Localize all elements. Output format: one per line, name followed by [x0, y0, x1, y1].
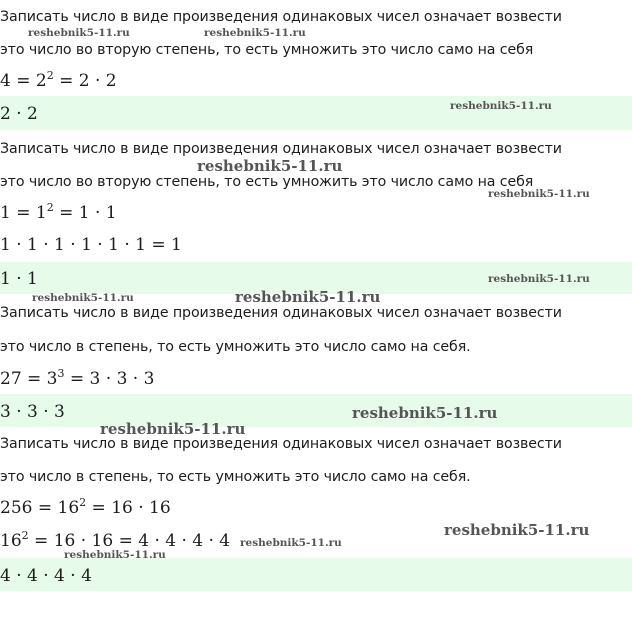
explanation-line: это число во вторую степень, то есть умножить это число само на себя: [0, 42, 534, 58]
explanation-line: Записать число в виде произведения одинаковых чисел означает возвести: [0, 305, 562, 321]
math-equation: $27 = 3^3 = 3 \cdot 3 \cdot 3$: [0, 367, 155, 389]
answer-box: [0, 394, 632, 427]
answer-value: 1 · 1: [0, 269, 38, 289]
explanation-line: это число во вторую степень, то есть умножить это число само на себя: [0, 174, 534, 190]
math-equation: $16^2 = 16 \cdot 16 = 4 \cdot 4 \cdot 4 \cdot 4$: [0, 529, 231, 551]
explanation-line: Записать число в виде произведения одинаковых чисел означает возвести: [0, 436, 562, 452]
explanation-line: это число в степень, то есть умножить это число само на себя.: [0, 339, 471, 355]
answer-value: 4 · 4 · 4 · 4: [0, 566, 92, 586]
answer-box: [0, 558, 632, 591]
explanation-line: Записать число в виде произведения одинаковых чисел означает возвести: [0, 141, 562, 157]
watermark-text: reshebnik5-11.ru: [488, 188, 590, 200]
answer-value: 3 · 3 · 3: [0, 402, 65, 422]
math-equation: $4 = 2^2 = 2 \cdot 2$: [0, 69, 117, 91]
watermark-text: reshebnik5-11.ru: [450, 100, 552, 112]
watermark-text: reshebnik5-11.ru: [204, 27, 306, 39]
watermark-text: reshebnik5-11.ru: [488, 273, 590, 285]
answer-value: 2 · 2: [0, 104, 38, 124]
watermark-text: reshebnik5-11.ru: [197, 157, 343, 175]
watermark-text: reshebnik5-11.ru: [240, 537, 342, 549]
watermark-text: reshebnik5-11.ru: [444, 521, 590, 539]
watermark-text: reshebnik5-11.ru: [100, 420, 246, 438]
watermark-text: reshebnik5-11.ru: [235, 288, 381, 306]
watermark-text: reshebnik5-11.ru: [352, 404, 498, 422]
explanation-line: это число в степень, то есть умножить это число само на себя.: [0, 469, 471, 485]
watermark-text: reshebnik5-11.ru: [28, 27, 130, 39]
explanation-line: Записать число в виде произведения одинаковых чисел означает возвести: [0, 9, 562, 25]
math-equation: $256 = 16^2 = 16 \cdot 16$: [0, 496, 171, 518]
math-equation: $1 = 1^2 = 1 \cdot 1$: [0, 201, 117, 223]
math-equation: 1 · 1 · 1 · 1 · 1 · 1 = 1: [0, 235, 182, 255]
watermark-text: reshebnik5-11.ru: [32, 292, 134, 304]
watermark-text: reshebnik5-11.ru: [64, 549, 166, 561]
